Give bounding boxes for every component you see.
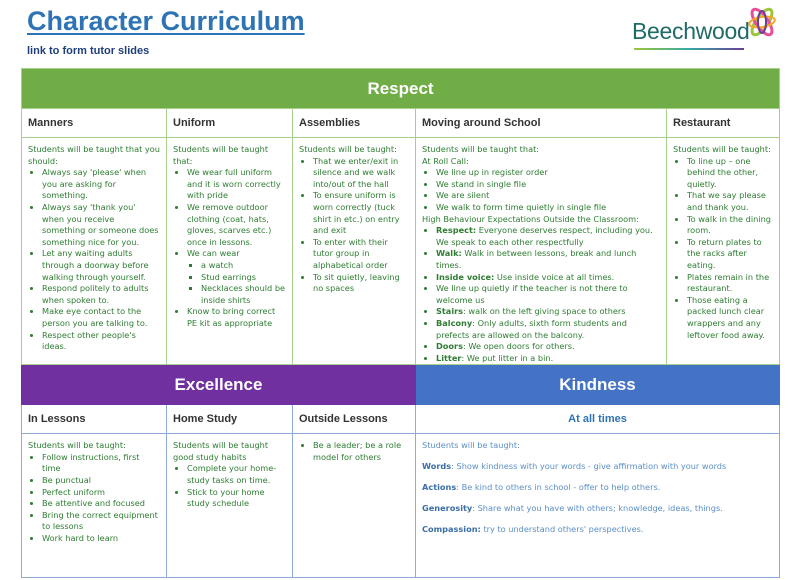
heading-home-study: Home Study	[167, 405, 293, 434]
list-item: • To line up – one behind the other, quietly.	[687, 156, 773, 191]
kindness-line-words	[422, 461, 773, 472]
logo-mark-icon	[742, 4, 782, 44]
curriculum-table	[21, 68, 780, 578]
heading-manners: Manners	[22, 109, 167, 138]
manners-list	[28, 167, 160, 353]
kindness-line-generosity	[422, 503, 773, 514]
outside-lessons-cell	[293, 434, 416, 578]
expectation-text: Everyone deserves respect, including you. We speak to each other respectfully	[436, 225, 653, 247]
list-item: • Perfect uniform	[42, 487, 160, 499]
high-expectations-label: High Behaviour Expectations Outside the Classroom:	[422, 213, 639, 224]
expectation-text: : Only adults, sixth form students and prefects are allowed on the balcony.	[436, 317, 627, 340]
home-study-intro: Students will be taught good study habits	[173, 440, 269, 462]
home-study-list	[173, 463, 286, 509]
list-item: • That we say please and thank you.	[687, 190, 773, 213]
excellence-kindness-body-row	[22, 434, 780, 578]
list-item: • Always say 'please' when you are asking for something.	[42, 167, 160, 202]
sub-list-item: ▪ Necklaces should be inside shirts	[201, 283, 286, 306]
expectations-list	[422, 225, 660, 364]
list-item: • That we enter/exit in silence and we walk into/out of the hall	[313, 156, 409, 191]
expectation-label: Doors	[436, 341, 463, 352]
kindness-line-compassion	[422, 524, 773, 535]
uniform-cell	[167, 138, 293, 365]
excellence-kindness-heading-row	[22, 405, 780, 434]
respect-band-row	[22, 69, 780, 109]
expectation-text: : walk on the left giving space to others	[463, 306, 626, 317]
list-item: • Respect other people's ideas.	[42, 330, 160, 353]
expectation-text: Walk in between lessons, break and lunch times.	[436, 248, 637, 270]
kindness-text: : Show kindness with your words - give affirmation with your words	[451, 461, 727, 472]
list-item: • To walk in the dining room.	[687, 214, 773, 237]
moving-intro: Students will be taught that:	[422, 144, 540, 154]
kindness-text: : Be kind to others in school - offer to help others.	[456, 482, 661, 493]
list-item	[187, 248, 286, 306]
list-item: • Bring the correct equipment to lessons	[42, 510, 160, 533]
list-item: • To return plates to the racks after eating.	[687, 237, 773, 272]
kindness-label: Words	[422, 461, 452, 472]
list-item: • To sit quietly, leaving no spaces	[313, 272, 409, 295]
kindness-band: Kindness	[416, 365, 780, 405]
roll-call-label: At Roll Call:	[422, 155, 469, 166]
list-item: • Be a leader; be a role model for others	[313, 440, 409, 463]
excellence-kindness-band-row	[22, 365, 780, 405]
list-item	[436, 341, 660, 353]
expectation-label: Walk:	[436, 248, 462, 259]
expectation-text: : We put litter in a bin.	[461, 352, 554, 363]
form-tutor-slides-link[interactable]: link to form tutor slides	[27, 45, 150, 57]
moving-around-school-cell	[416, 138, 667, 365]
list-item: • To enter with their tutor group in alphabetical order	[313, 237, 409, 272]
list-item: • Those eating a packed lunch clear wrappers and any leftover food away.	[687, 295, 773, 341]
list-item: • We remove outdoor clothing (coat, hats, gloves, scarves etc.) once in lessons.	[187, 202, 286, 248]
list-item: • Plates remain in the restaurant.	[687, 272, 773, 295]
kindness-text: : Share what you have with others; knowledge, ideas, things.	[472, 503, 723, 514]
manners-cell	[22, 138, 167, 365]
uniform-intro: Students will be taught that:	[173, 144, 269, 166]
expectation-label: Stairs	[436, 306, 464, 317]
kindness-intro: Students will be taught:	[422, 440, 520, 451]
list-item: • Stick to your home study schedule	[187, 487, 286, 510]
assemblies-cell	[293, 138, 416, 365]
assemblies-intro: Students will be taught:	[299, 144, 397, 154]
list-item: • Be attentive and focused	[42, 498, 160, 510]
list-item: • We are silent	[436, 190, 660, 202]
manners-intro: Students will be taught that you should:	[28, 144, 160, 166]
kindness-cell	[416, 434, 780, 578]
list-item: • We stand in single file	[436, 179, 660, 191]
list-item: • Respond politely to adults when spoken to.	[42, 283, 160, 306]
outside-lessons-list	[299, 440, 409, 463]
list-item	[436, 248, 660, 271]
list-item: • We wear full uniform and it is worn correctly with pride	[187, 167, 286, 202]
list-item	[436, 283, 660, 306]
list-item: • We walk to form time quietly in single file	[436, 202, 660, 214]
heading-restaurant: Restaurant	[667, 109, 780, 138]
expectation-text: Use inside voice at all times.	[494, 271, 615, 282]
kindness-line-actions	[422, 482, 773, 493]
list-item: • Make eye contact to the person you are talking to.	[42, 306, 160, 329]
kindness-label: Generosity	[422, 503, 473, 514]
sub-list-item: ▪ Stud earrings	[201, 272, 286, 284]
excellence-band: Excellence	[22, 365, 416, 405]
assemblies-list	[299, 156, 409, 295]
heading-outside-lessons: Outside Lessons	[293, 405, 416, 434]
kindness-text: try to understand others' perspectives.	[480, 524, 644, 535]
expectation-text: We line up quietly if the teacher is not there to welcome us	[436, 283, 628, 305]
list-item-text: We can wear	[187, 248, 240, 259]
heading-moving-around-school: Moving around School	[416, 109, 667, 138]
list-item: • Know to bring correct PE kit as appropriate	[187, 306, 286, 329]
respect-heading-row	[22, 109, 780, 138]
respect-body-row	[22, 138, 780, 365]
heading-assemblies: Assemblies	[293, 109, 416, 138]
list-item: • To ensure uniform is worn correctly (tuck shirt in etc.) on entry and exit	[313, 190, 409, 236]
list-item	[436, 225, 660, 248]
sub-list-item: ▪ a watch	[201, 260, 286, 272]
list-item: • We line up in register order	[436, 167, 660, 179]
list-item: • Always say 'thank you' when you receive something or someone does something nice for you.	[42, 202, 160, 248]
uniform-sub-list	[187, 260, 286, 306]
restaurant-intro: Students will be taught:	[673, 144, 771, 154]
heading-uniform: Uniform	[167, 109, 293, 138]
list-item: • Be punctual	[42, 475, 160, 487]
expectation-label: Respect:	[436, 225, 477, 236]
heading-at-all-times: At all times	[416, 405, 780, 434]
kindness-label: Actions	[422, 482, 457, 493]
page-title: Character Curriculum	[27, 6, 305, 36]
in-lessons-cell	[22, 434, 167, 578]
heading-in-lessons: In Lessons	[22, 405, 167, 434]
beechwood-logo	[630, 4, 780, 48]
expectation-label: Inside voice:	[436, 271, 495, 282]
list-item: • Work hard to learn	[42, 533, 160, 545]
restaurant-cell	[667, 138, 780, 365]
restaurant-list	[673, 156, 773, 342]
expectation-label: Litter	[436, 352, 462, 363]
roll-call-list	[422, 167, 660, 213]
kindness-label: Compassion:	[422, 524, 481, 535]
respect-band: Respect	[22, 69, 780, 109]
list-item	[436, 353, 660, 365]
expectation-text: : We open doors for others.	[462, 341, 575, 352]
in-lessons-list	[28, 452, 160, 545]
in-lessons-intro: Students will be taught:	[28, 440, 126, 451]
logo-text: Beechwood	[632, 18, 750, 44]
uniform-list	[173, 167, 286, 329]
list-item	[436, 306, 660, 318]
expectation-label: Balcony	[436, 317, 473, 328]
list-item	[436, 318, 660, 341]
logo-underline	[634, 48, 744, 50]
home-study-cell	[167, 434, 293, 578]
list-item: • Follow instructions, first time	[42, 452, 160, 475]
list-item	[436, 272, 660, 284]
list-item: • Let any waiting adults through a doorway before walking through yourself.	[42, 248, 160, 283]
list-item: • Complete your home-study tasks on time.	[187, 463, 286, 486]
